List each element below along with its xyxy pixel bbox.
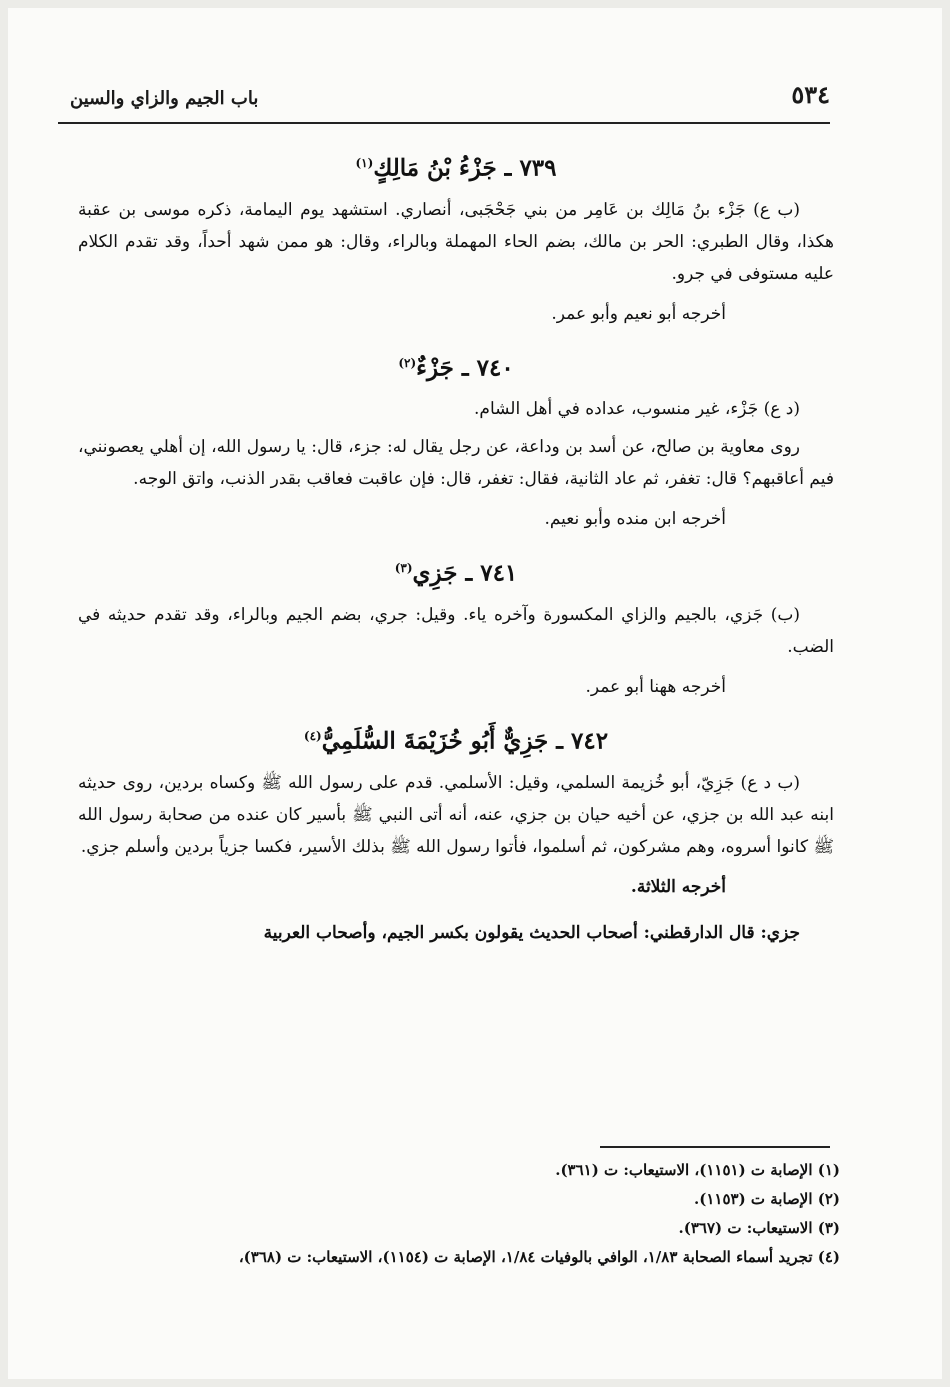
footnote: (٣) الاستيعاب: ت (٣٦٧). <box>678 1219 840 1237</box>
entry-title-text: ٧٤٠ ـ جَزْءٌ <box>416 354 514 382</box>
footnotes <box>80 1156 840 1272</box>
entry-source: أخرجه ابن منده وأبو نعيم. <box>544 509 726 530</box>
footnote-rule <box>600 1146 830 1148</box>
footnote-marker: (٣) <box>394 561 413 576</box>
header-rule <box>58 122 830 124</box>
entry-title <box>78 553 834 589</box>
entry-source: أخرجه أبو نعيم وأبو عمر. <box>551 303 726 324</box>
footnote: (١) الإصابة ت (١١٥١)، الاستيعاب: ت (٣٦١). <box>555 1161 840 1179</box>
main-text <box>78 130 834 955</box>
entry-title <box>78 348 834 384</box>
entry-title-text: ٧٤١ ـ جَزِي <box>412 559 518 587</box>
running-title: باب الجيم والزاي والسين <box>70 88 259 109</box>
footnote: (٢) الإصابة ت (١١٥٣). <box>694 1190 840 1208</box>
footnote-marker: (١) <box>355 156 374 170</box>
entry-title-text: ٧٣٩ ـ جَزْءُ بْنُ مَالِكٍ <box>373 154 557 182</box>
entry-paragraph: (ب د ع) جَزِيّ، أبو خُزيمة السلمي، وقيل: الأسلمي. قدم على رسول الله ﷺ وكساه بردين، روى حديثه ابنه عبد الله بن جزي، عن أخيه حيان بن جزي، عنه، أنه أتى النبي ﷺ بأسير كان عنده من صحابة رسول الله ﷺ كانوا أسروه، وهم مشركون، ثم أسلموا، فأتوا رسول الله ﷺ بذلك الأسير، فكسا جزياً بردين وأسلم جزي. <box>78 772 834 857</box>
entry-paragraph: (ب ع) جَزْء بنُ مَالِك بن عَامِر من بني جَحْجَبى، أنصاري. استشهد يوم اليمامة، ذكره موسى بن عقبة هكذا، وقال الطبري: الحر بن مالك، بضم الحاء المهملة وبالراء، وقال: هو ممن شهد أحداً، وقد تقدم الكلام عليه مستوفى في جرو. <box>78 199 834 284</box>
entry-title-text: ٧٤٢ ـ جَزِيٌّ أَبُو خُزَيْمَةَ السُّلَمِيُّ <box>321 727 609 755</box>
page-number: ٥٣٤ <box>791 80 830 109</box>
entry-source: أخرجه ههنا أبو عمر. <box>585 676 726 697</box>
entry-paragraph: (ب) جَزي، بالجيم والزاي المكسورة وآخره ياء. وقيل: جري، بضم الجيم وبالراء، وقد تقدم حديثه في الضب. <box>78 604 834 657</box>
entry-paragraph: جزي: قال الدارقطني: أصحاب الحديث يقولون بكسر الجيم، وأصحاب العربية <box>263 922 800 943</box>
footnote-marker: (٢) <box>398 355 417 370</box>
page-header <box>70 78 830 120</box>
entry-paragraph: روى معاوية بن صالح، عن أسد بن وداعة، عن رجل يقال له: جزء، قال: يا رسول الله، إن أهلي يعصونني، فيم أعاقبهم؟ قال: تغفر، ثم عاد الثانية، فقال: تغفر، قال: فإن عاقبت فعاقب بقدر الذنب، واتق الوجه. <box>78 437 834 490</box>
entry-paragraph: (د ع) جَزْء، غير منسوب، عداده في أهل الشام. <box>474 399 800 420</box>
footnote-marker: (٤) <box>303 728 322 743</box>
entry-title <box>78 721 834 757</box>
entry-title <box>78 148 834 184</box>
footnote: (٤) تجريد أسماء الصحابة ١/٨٣، الوافي بالوفيات ١/٨٤، الإصابة ت (١١٥٤)، الاستيعاب: ت (٣٦٨)، <box>238 1248 840 1266</box>
entry-source: أخرجه الثلاثة. <box>630 876 726 897</box>
